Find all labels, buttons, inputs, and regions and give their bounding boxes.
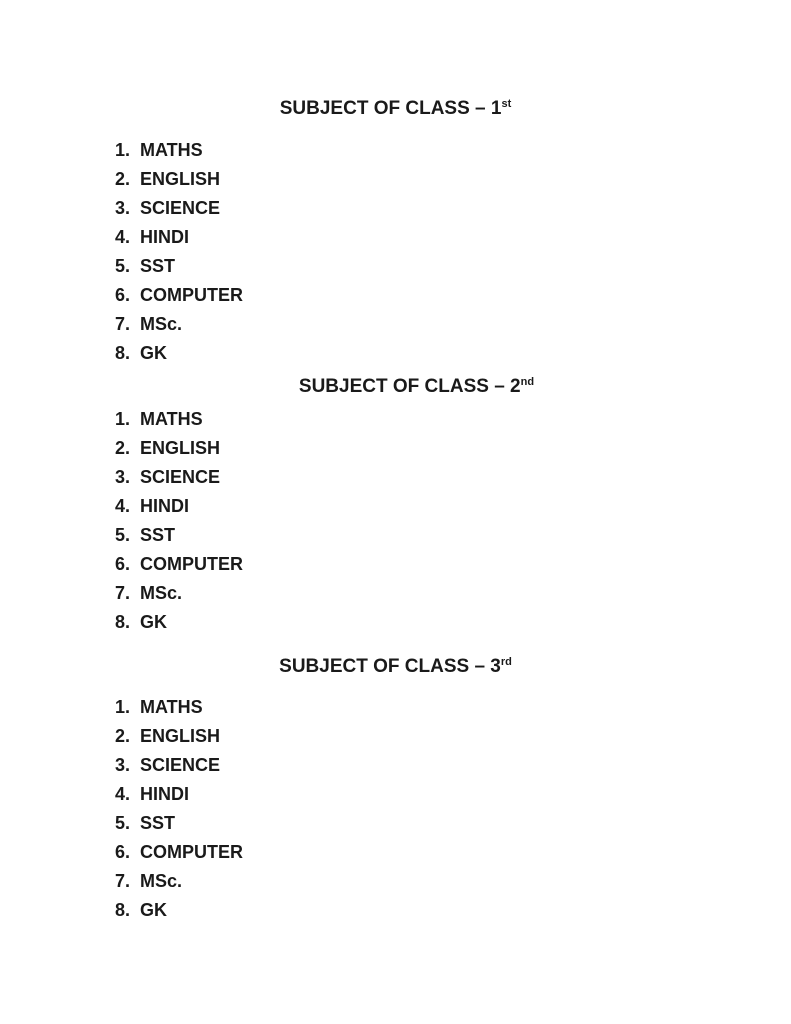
- list-item-number: 5.: [115, 813, 131, 833]
- list-item-number: 4.: [115, 784, 131, 804]
- list-item-number: 8.: [115, 343, 131, 363]
- list-item: [115, 434, 791, 463]
- list-item: [115, 751, 791, 780]
- list-item: [115, 136, 791, 165]
- list-item: [115, 693, 791, 722]
- list-item-label: SST: [140, 525, 176, 545]
- list-item-number: 4.: [115, 496, 131, 516]
- list-item-number: 3.: [115, 467, 131, 487]
- list-item-number: 7.: [115, 583, 131, 603]
- list-item-label: GK: [140, 612, 167, 632]
- list-item-number: 2.: [115, 438, 131, 458]
- list-item-number: 6.: [115, 554, 131, 574]
- list-item-number: 3.: [115, 755, 131, 775]
- list-item-label: SST: [140, 256, 176, 276]
- list-item-label: SCIENCE: [140, 755, 221, 775]
- list-item-number: 6.: [115, 285, 131, 305]
- section-2-heading: [21, 368, 791, 401]
- list-item-label: MSc.: [140, 871, 183, 891]
- list-item: [115, 867, 791, 896]
- list-item-number: 7.: [115, 871, 131, 891]
- list-item-label: ENGLISH: [140, 169, 221, 189]
- list-item-label: COMPUTER: [140, 554, 243, 574]
- section-2-subject-list: [0, 405, 791, 637]
- list-item: [115, 492, 791, 521]
- section-3-heading-ordinal-suffix: rd: [500, 656, 512, 668]
- section-2-heading-text: SUBJECT OF CLASS – 2: [298, 376, 521, 397]
- list-item-number: 1.: [115, 409, 131, 429]
- list-item-label: HINDI: [140, 784, 189, 804]
- list-item: [115, 521, 791, 550]
- list-item: [115, 838, 791, 867]
- list-item-label: GK: [140, 900, 167, 920]
- section-2-heading-ordinal-suffix: nd: [520, 376, 535, 388]
- list-item-number: 2.: [115, 169, 131, 189]
- list-item: [115, 722, 791, 751]
- list-item: [115, 310, 791, 339]
- list-item-label: MATHS: [140, 140, 203, 160]
- list-item: [115, 579, 791, 608]
- list-item: [115, 780, 791, 809]
- list-item-number: 8.: [115, 900, 131, 920]
- list-item-label: GK: [140, 343, 167, 363]
- list-item-label: MATHS: [140, 409, 203, 429]
- list-item-number: 1.: [115, 140, 131, 160]
- list-item: [115, 809, 791, 838]
- list-item-label: MSc.: [140, 314, 183, 334]
- list-item-label: SST: [140, 813, 176, 833]
- section-3-subject-list: [0, 693, 791, 925]
- section-3-heading-text: SUBJECT OF CLASS – 3: [279, 656, 501, 677]
- list-item: [115, 608, 791, 637]
- list-item: [115, 252, 791, 281]
- section-3-heading: [0, 648, 791, 681]
- section-1-heading-ordinal-suffix: st: [501, 98, 512, 110]
- list-item-label: SCIENCE: [140, 467, 221, 487]
- list-item-label: ENGLISH: [140, 438, 221, 458]
- list-item-number: 5.: [115, 525, 131, 545]
- list-item-label: SCIENCE: [140, 198, 221, 218]
- list-item-number: 5.: [115, 256, 131, 276]
- list-item-number: 1.: [115, 697, 131, 717]
- list-item: [115, 463, 791, 492]
- list-item: [115, 405, 791, 434]
- list-item-label: MSc.: [140, 583, 183, 603]
- list-item-number: 2.: [115, 726, 131, 746]
- list-item-number: 8.: [115, 612, 131, 632]
- section-1-heading-text: SUBJECT OF CLASS – 1: [279, 98, 502, 119]
- list-item: [115, 281, 791, 310]
- list-item: [115, 223, 791, 252]
- list-item-number: 6.: [115, 842, 131, 862]
- list-item: [115, 550, 791, 579]
- list-item: [115, 194, 791, 223]
- list-item-label: COMPUTER: [140, 842, 243, 862]
- list-item-label: ENGLISH: [140, 726, 221, 746]
- list-item: [115, 339, 791, 368]
- list-item-label: HINDI: [140, 227, 189, 247]
- list-item-label: COMPUTER: [140, 285, 243, 305]
- section-1-subject-list: [0, 136, 791, 368]
- list-item: [115, 896, 791, 925]
- list-item: [115, 165, 791, 194]
- list-item-label: HINDI: [140, 496, 189, 516]
- list-item-number: 3.: [115, 198, 131, 218]
- list-item-label: MATHS: [140, 697, 203, 717]
- list-item-number: 7.: [115, 314, 131, 334]
- section-1-heading: [0, 90, 791, 123]
- list-item-number: 4.: [115, 227, 131, 247]
